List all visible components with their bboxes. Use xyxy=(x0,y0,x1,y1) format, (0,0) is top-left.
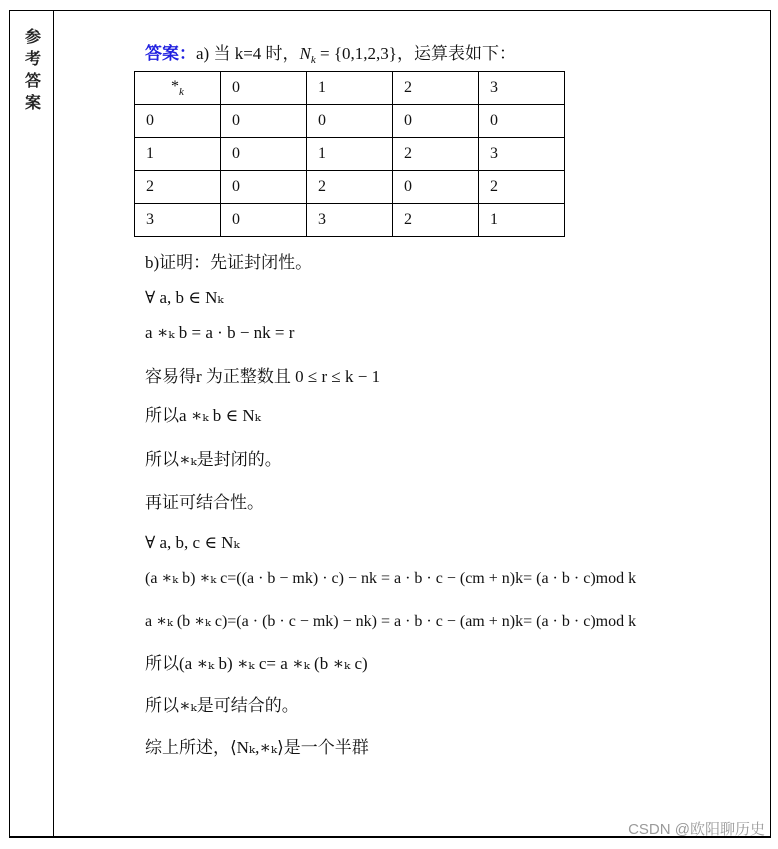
table-cell: 0 xyxy=(221,204,307,237)
set-N-sub: k xyxy=(310,54,316,66)
proof-line: b)证明：先证封闭性。 xyxy=(145,253,313,272)
table-cell: 1 xyxy=(479,204,565,237)
side-char: 考 xyxy=(24,51,41,68)
intro-text: a) 当 k=4 时， xyxy=(196,44,300,63)
table-header-row xyxy=(135,72,565,105)
side-label xyxy=(24,27,42,115)
table-row xyxy=(135,138,565,171)
proof-line: ∀ a, b ∈ Nₖ xyxy=(145,288,224,307)
table-cell: 3 xyxy=(479,138,565,171)
table-header-cell: 2 xyxy=(393,72,479,105)
operation-table xyxy=(134,71,565,237)
table-cell: 2 xyxy=(393,138,479,171)
table-row xyxy=(135,204,565,237)
table-cell: 0 xyxy=(479,105,565,138)
table-cell: 0 xyxy=(221,138,307,171)
table-cell: 2 xyxy=(307,171,393,204)
proof-line: a ∗ₖ b = a · b − nk = r xyxy=(145,323,295,342)
proof-line: a ∗ₖ (b ∗ₖ c)=(a · (b · c − mk) − nk) = a · b · c − (am + n)k= (a · b · c)mod k xyxy=(145,613,637,630)
intro-line xyxy=(145,43,516,71)
proof-line: ∀ a, b, c ∈ Nₖ xyxy=(145,533,240,552)
side-char: 参 xyxy=(24,29,41,46)
proof-line: 再证可结合性。 xyxy=(145,493,264,512)
side-char: 答 xyxy=(24,73,41,90)
table-row xyxy=(135,105,565,138)
table-row xyxy=(135,171,565,204)
table-cell: 0 xyxy=(393,171,479,204)
table-cell: 0 xyxy=(135,105,221,138)
side-char: 案 xyxy=(24,95,41,112)
table-cell: 2 xyxy=(479,171,565,204)
table-header-op: $*_k$ xyxy=(135,72,221,105)
answer-label: 答案： xyxy=(145,44,196,63)
set-rest: = {0,1,2,3}，运算表如下： xyxy=(315,44,516,63)
table-header-cell: 3 xyxy=(479,72,565,105)
table-cell: 0 xyxy=(393,105,479,138)
proof-line: (a ∗ₖ b) ∗ₖ c=((a · b − mk) · c) − nk = a · b · c − (cm + n)k= (a · b · c)mod k xyxy=(145,570,637,587)
proof-line: 所以∗ₖ是封闭的。 xyxy=(145,450,282,469)
proof-line: 所以(a ∗ₖ b) ∗ₖ c= a ∗ₖ (b ∗ₖ c) xyxy=(145,654,368,673)
watermark: CSDN @欧阳聊历史 xyxy=(628,821,765,838)
table-cell: 1 xyxy=(307,138,393,171)
proof-line: 容易得r 为正整数且 0 ≤ r ≤ k − 1 xyxy=(145,367,381,386)
set-N: N xyxy=(299,44,311,63)
proof-line: 所以a ∗ₖ b ∈ Nₖ xyxy=(145,406,261,425)
table-header-cell: 0 xyxy=(221,72,307,105)
table-cell: 0 xyxy=(221,171,307,204)
table-cell: 2 xyxy=(135,171,221,204)
table-cell: 1 xyxy=(135,138,221,171)
table-cell: 0 xyxy=(307,105,393,138)
table-cell: 3 xyxy=(307,204,393,237)
proof-line: 综上所述，⟨Nₖ,∗ₖ⟩是一个半群 xyxy=(145,738,369,757)
table-header-cell: 1 xyxy=(307,72,393,105)
table-cell: 2 xyxy=(393,204,479,237)
side-label-column xyxy=(10,11,54,836)
table-cell: 3 xyxy=(135,204,221,237)
table-cell: 0 xyxy=(221,105,307,138)
proof-line: 所以∗ₖ是可结合的。 xyxy=(145,696,299,715)
